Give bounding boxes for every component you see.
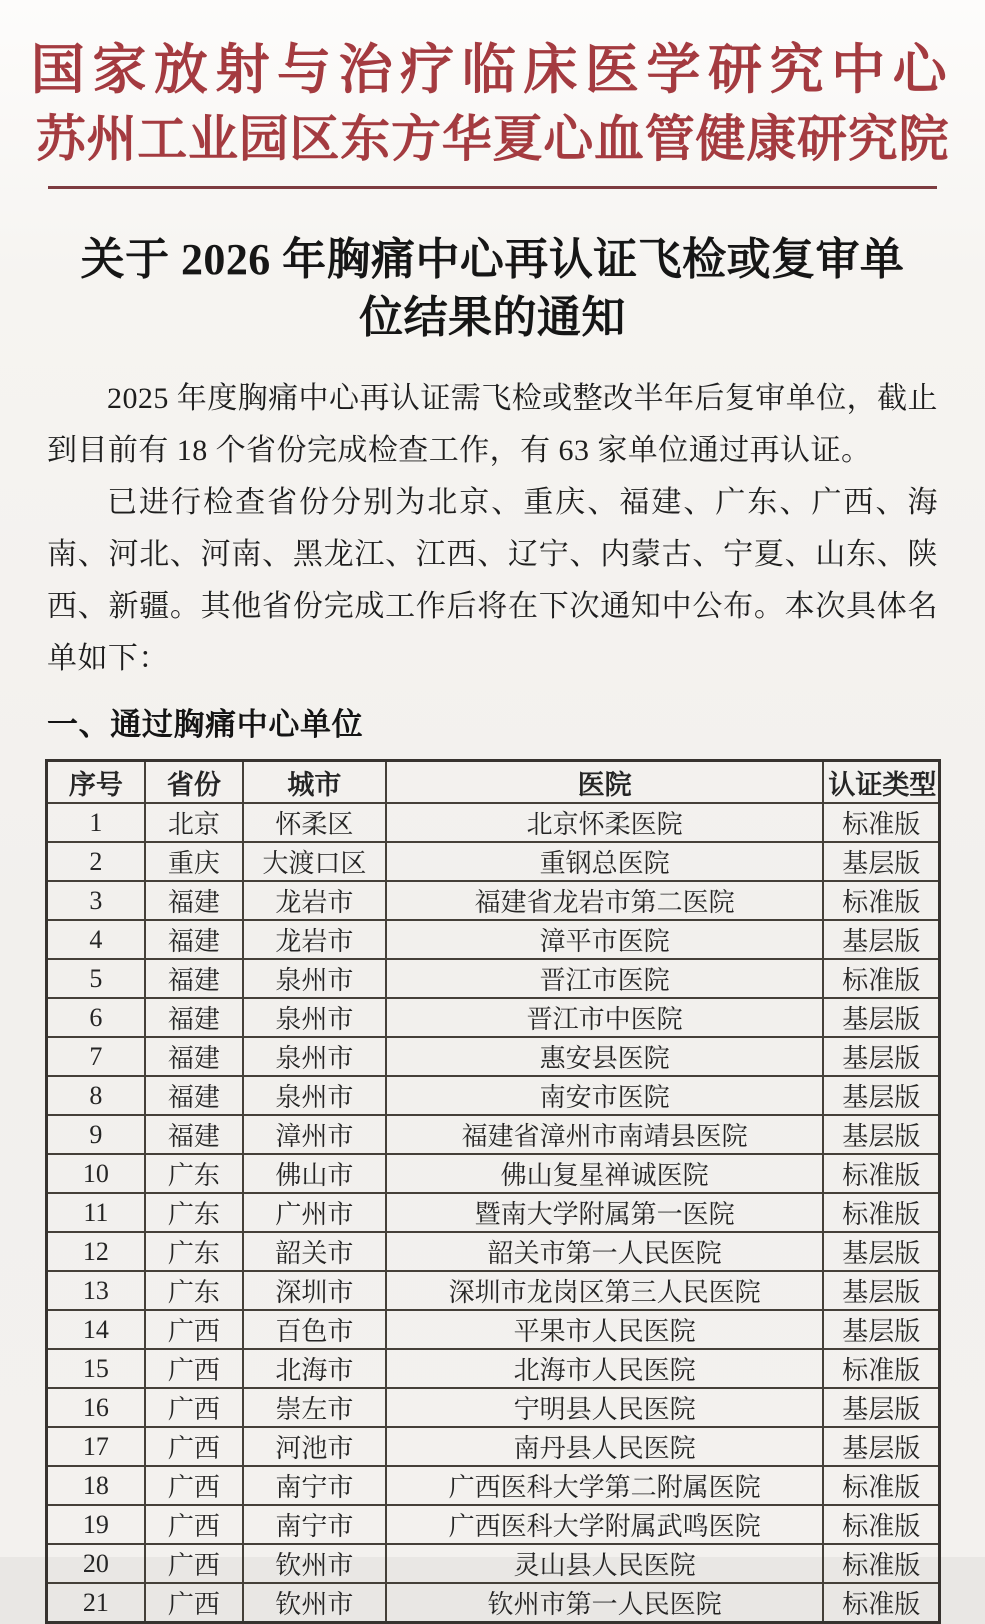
table-cell: 14 bbox=[47, 1310, 145, 1349]
table-cell: 福建 bbox=[145, 959, 243, 998]
table-cell: 广西 bbox=[145, 1466, 243, 1505]
table-cell: 广西医科大学第二附属医院 bbox=[386, 1466, 824, 1505]
table-cell: 惠安县医院 bbox=[386, 1037, 824, 1076]
table-row bbox=[47, 1154, 940, 1193]
document-title-line2: 位结果的通知 bbox=[359, 293, 626, 342]
table-cell: 7 bbox=[47, 1037, 145, 1076]
table-cell: 灵山县人民医院 bbox=[386, 1544, 824, 1583]
table-cell: 标准版 bbox=[823, 959, 939, 998]
table-row bbox=[47, 920, 940, 959]
table-cell: 基层版 bbox=[823, 1037, 939, 1076]
table-cell: 北京怀柔医院 bbox=[386, 803, 824, 842]
table-cell: 广西 bbox=[145, 1310, 243, 1349]
table-cell: 福建 bbox=[145, 920, 243, 959]
table-cell: 广州市 bbox=[243, 1193, 386, 1232]
table-cell: 广东 bbox=[145, 1193, 243, 1232]
table-cell: 福建 bbox=[145, 1037, 243, 1076]
table-cell: 基层版 bbox=[823, 1076, 939, 1115]
table-cell: 龙岩市 bbox=[243, 920, 386, 959]
table-cell: 基层版 bbox=[823, 842, 939, 881]
table-cell: 15 bbox=[47, 1349, 145, 1388]
table-cell: 5 bbox=[47, 959, 145, 998]
table-cell: 2 bbox=[47, 842, 145, 881]
table-row bbox=[47, 842, 940, 881]
table-cell: 基层版 bbox=[823, 1310, 939, 1349]
table-cell: 深圳市龙岗区第三人民医院 bbox=[386, 1271, 824, 1310]
table-cell: 3 bbox=[47, 881, 145, 920]
table-cell: 12 bbox=[47, 1232, 145, 1271]
table-cell: 深圳市 bbox=[243, 1271, 386, 1310]
table-row bbox=[47, 959, 940, 998]
table-cell: 广西 bbox=[145, 1349, 243, 1388]
table-cell: 标准版 bbox=[823, 1544, 939, 1583]
table-cell: 18 bbox=[47, 1466, 145, 1505]
table-row bbox=[47, 1310, 940, 1349]
table-row bbox=[47, 1232, 940, 1271]
table-cell: 广西 bbox=[145, 1427, 243, 1466]
table-row bbox=[47, 1505, 940, 1544]
table-cell: 暨南大学附属第一医院 bbox=[386, 1193, 824, 1232]
table-cell: 基层版 bbox=[823, 1388, 939, 1427]
table-cell: 平果市人民医院 bbox=[386, 1310, 824, 1349]
table-cell: 漳平市医院 bbox=[386, 920, 824, 959]
table-row bbox=[47, 1037, 940, 1076]
table-cell: 标准版 bbox=[823, 1583, 939, 1623]
table-header-cell: 城市 bbox=[243, 761, 386, 804]
table-cell: 泉州市 bbox=[243, 1076, 386, 1115]
table-cell: 11 bbox=[47, 1193, 145, 1232]
table-cell: 标准版 bbox=[823, 803, 939, 842]
table-cell: 16 bbox=[47, 1388, 145, 1427]
table-cell: 10 bbox=[47, 1154, 145, 1193]
table-header-cell: 序号 bbox=[47, 761, 145, 804]
table-row bbox=[47, 998, 940, 1037]
table-cell: 基层版 bbox=[823, 1427, 939, 1466]
table-row bbox=[47, 1271, 940, 1310]
table-cell: 钦州市 bbox=[243, 1544, 386, 1583]
table-row bbox=[47, 1115, 940, 1154]
table-cell: 北海市人民医院 bbox=[386, 1349, 824, 1388]
document-title-line1: 关于 2026 年胸痛中心再认证飞检或复审单 bbox=[80, 235, 905, 284]
table-cell: 4 bbox=[47, 920, 145, 959]
table-cell: 福建 bbox=[145, 1076, 243, 1115]
table-cell: 13 bbox=[47, 1271, 145, 1310]
table-cell: 重钢总医院 bbox=[386, 842, 824, 881]
table-row bbox=[47, 1466, 940, 1505]
table-header-cell: 医院 bbox=[386, 761, 824, 804]
table-cell: 重庆 bbox=[145, 842, 243, 881]
table-header-cell: 认证类型 bbox=[823, 761, 939, 804]
table-cell: 基层版 bbox=[823, 998, 939, 1037]
table-cell: 怀柔区 bbox=[243, 803, 386, 842]
table-row bbox=[47, 1076, 940, 1115]
table-cell: 南宁市 bbox=[243, 1466, 386, 1505]
table-cell: 百色市 bbox=[243, 1310, 386, 1349]
table-cell: 17 bbox=[47, 1427, 145, 1466]
table-cell: 韶关市 bbox=[243, 1232, 386, 1271]
table-cell: 漳州市 bbox=[243, 1115, 386, 1154]
table-cell: 钦州市第一人民医院 bbox=[386, 1583, 824, 1623]
table-cell: 广西 bbox=[145, 1505, 243, 1544]
table-cell: 标准版 bbox=[823, 881, 939, 920]
table-cell: 福建 bbox=[145, 1115, 243, 1154]
table-cell: 泉州市 bbox=[243, 1037, 386, 1076]
table-cell: 6 bbox=[47, 998, 145, 1037]
table-cell: 北海市 bbox=[243, 1349, 386, 1388]
table-cell: 南安市医院 bbox=[386, 1076, 824, 1115]
passed-units-table bbox=[45, 759, 941, 1624]
letterhead-divider-rule bbox=[48, 186, 937, 189]
letterhead-line1: 国家放射与治疗临床医学研究中心 bbox=[30, 40, 955, 100]
table-cell: 佛山市 bbox=[243, 1154, 386, 1193]
table-row bbox=[47, 1388, 940, 1427]
table-cell: 崇左市 bbox=[243, 1388, 386, 1427]
table-row bbox=[47, 1544, 940, 1583]
table-cell: 8 bbox=[47, 1076, 145, 1115]
table-header-cell: 省份 bbox=[145, 761, 243, 804]
table-row bbox=[47, 1583, 940, 1623]
table-cell: 基层版 bbox=[823, 1115, 939, 1154]
table-cell: 9 bbox=[47, 1115, 145, 1154]
table-cell: 标准版 bbox=[823, 1349, 939, 1388]
table-cell: 福建省漳州市南靖县医院 bbox=[386, 1115, 824, 1154]
table-cell: 福建省龙岩市第二医院 bbox=[386, 881, 824, 920]
table-cell: 基层版 bbox=[823, 920, 939, 959]
table-cell: 韶关市第一人民医院 bbox=[386, 1232, 824, 1271]
table-cell: 南丹县人民医院 bbox=[386, 1427, 824, 1466]
table-header-row bbox=[47, 761, 940, 804]
table-cell: 广东 bbox=[145, 1271, 243, 1310]
table-row bbox=[47, 1427, 940, 1466]
table-cell: 泉州市 bbox=[243, 959, 386, 998]
table-cell: 广西 bbox=[145, 1544, 243, 1583]
table-cell: 晋江市中医院 bbox=[386, 998, 824, 1037]
table-cell: 宁明县人民医院 bbox=[386, 1388, 824, 1427]
section-heading: 一、通过胸痛中心单位 bbox=[47, 707, 364, 742]
table-cell: 基层版 bbox=[823, 1232, 939, 1271]
table-row bbox=[47, 1349, 940, 1388]
table-cell: 20 bbox=[47, 1544, 145, 1583]
table-cell: 晋江市医院 bbox=[386, 959, 824, 998]
table-cell: 南宁市 bbox=[243, 1505, 386, 1544]
letterhead-line2: 苏州工业园区东方华夏心血管健康研究院 bbox=[35, 111, 950, 167]
table-cell: 龙岩市 bbox=[243, 881, 386, 920]
table-cell: 钦州市 bbox=[243, 1583, 386, 1623]
letterhead bbox=[0, 0, 985, 172]
table-cell: 福建 bbox=[145, 881, 243, 920]
table-cell: 泉州市 bbox=[243, 998, 386, 1037]
table-cell: 大渡口区 bbox=[243, 842, 386, 881]
table-cell: 河池市 bbox=[243, 1427, 386, 1466]
table-cell: 标准版 bbox=[823, 1154, 939, 1193]
paragraph-provinces: 已进行检查省份分别为北京、重庆、福建、广东、广西、海南、河北、河南、黑龙江、江西、辽宁、内蒙古、宁夏、山东、陕西、新疆。其他省份完成工作后将在下次通知中公布。本次具体名单如下： bbox=[47, 486, 938, 675]
table-cell: 广西 bbox=[145, 1388, 243, 1427]
table-cell: 广东 bbox=[145, 1154, 243, 1193]
table-cell: 基层版 bbox=[823, 1271, 939, 1310]
table-row bbox=[47, 1193, 940, 1232]
table-cell: 21 bbox=[47, 1583, 145, 1623]
table-cell: 标准版 bbox=[823, 1505, 939, 1544]
table-cell: 北京 bbox=[145, 803, 243, 842]
table-row bbox=[47, 881, 940, 920]
table-cell: 广东 bbox=[145, 1232, 243, 1271]
paragraph-summary: 2025 年度胸痛中心再认证需飞检或整改半年后复审单位，截止到目前有 18 个省份完成检查工作，有 63 家单位通过再认证。 bbox=[47, 382, 938, 467]
table-cell: 19 bbox=[47, 1505, 145, 1544]
body-text bbox=[47, 373, 938, 685]
table-cell: 1 bbox=[47, 803, 145, 842]
table-cell: 佛山复星禅诚医院 bbox=[386, 1154, 824, 1193]
table-row bbox=[47, 803, 940, 842]
table-cell: 标准版 bbox=[823, 1193, 939, 1232]
document-title bbox=[0, 231, 985, 347]
table-cell: 标准版 bbox=[823, 1466, 939, 1505]
table-cell: 广西 bbox=[145, 1583, 243, 1623]
table-cell: 福建 bbox=[145, 998, 243, 1037]
table-cell: 广西医科大学附属武鸣医院 bbox=[386, 1505, 824, 1544]
